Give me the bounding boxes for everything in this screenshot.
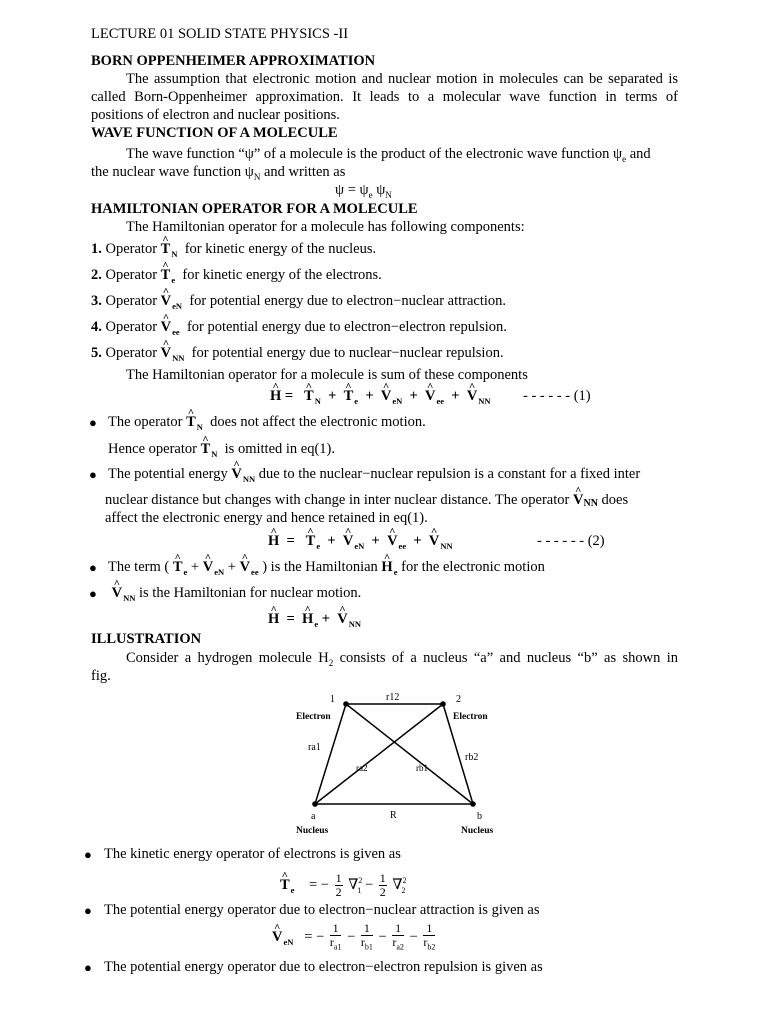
sub: eN (283, 937, 294, 947)
t-hat: ^ T (304, 387, 314, 405)
h-hat: ^ H (268, 610, 279, 628)
ham-item-3 (91, 292, 506, 315)
t-hat: ^ T (280, 868, 290, 902)
item-text: for potential energy due to electron−nuclear attraction. (189, 293, 507, 309)
wf-text1-end: and (626, 146, 651, 162)
h-hat: ^ H (302, 610, 313, 628)
wf-sub-n: N (253, 171, 261, 182)
bullet-icon: ● (89, 586, 97, 601)
section-title-hamiltonian: HAMILTONIAN OPERATOR FOR A MOLECULE (91, 201, 418, 217)
bullet-vnn-line1 (108, 465, 640, 488)
ill-sub-2: 2 (328, 657, 334, 668)
text: The term ( (108, 559, 170, 575)
ham-item-4 (91, 318, 507, 341)
sub: NN (583, 498, 598, 509)
item-text: for potential energy due to electron−electron repulsion. (186, 319, 507, 335)
label-nucleus-b: Nucleus (461, 826, 494, 836)
fraction: $\frac{1}{r_{a2}}$ (392, 920, 404, 952)
v-hat: ^ V (112, 584, 122, 602)
fraction: $\frac{1}{r_{a1}}$ (329, 920, 342, 952)
fraction: $\frac{1}{r_{b1}}$ (360, 920, 373, 952)
bullet-icon: ● (84, 960, 92, 975)
bullet-icon: ● (89, 560, 97, 575)
label-n2: 2 (456, 694, 461, 705)
ill-bullet-potential-ee: The potential energy operator due to electron−electron repulsion is given as (104, 959, 543, 975)
fraction: $\frac{1}{r_{b2}}$ (423, 920, 436, 952)
text: is omitted in eq(1). (224, 441, 335, 457)
label-nucleus-a: Nucleus (296, 826, 329, 836)
label-R: R (390, 810, 397, 821)
v-hat: ^ V (387, 532, 397, 550)
label-b: b (477, 811, 482, 822)
item-word: Operator (105, 293, 158, 309)
bullet-icon: ● (89, 467, 97, 482)
item-number: 2. (91, 267, 102, 283)
ill-text1: Consider a hydrogen molecule H (126, 650, 329, 666)
sub: e (354, 396, 359, 406)
item-number: 5. (91, 345, 102, 361)
bo-paragraph-line2: called Born-Oppenheimer approximation. It leads to a molecular wave function in terms of (91, 89, 678, 105)
v-hat: ^ V (231, 465, 241, 483)
ill-text1-end: consists of a nucleus “a” and nucleus “b” as shown in (333, 650, 679, 666)
h-hat: ^ H (381, 558, 392, 576)
section-title-wave-function: WAVE FUNCTION OF A MOLECULE (91, 125, 338, 141)
text: does not affect the electronic motion. (210, 414, 426, 430)
fraction: $\frac{1}{2}$ (335, 871, 342, 899)
operator-symbol: ^ T (161, 240, 171, 258)
bullet-tn-line1 (108, 413, 426, 436)
label-n1: 1 (330, 694, 335, 705)
bullet-vnn-line3: affect the electronic energy and hence retained in eq(1). (105, 510, 428, 526)
label-r12: r12 (386, 692, 400, 703)
label-electron-1: Electron (296, 712, 331, 722)
operator-subscript: N (171, 249, 178, 259)
label-rb1: rb1 (416, 763, 428, 773)
text: The operator (108, 414, 183, 430)
text: for the electronic motion (401, 559, 545, 575)
v-hat: ^ V (272, 920, 282, 954)
sub: NN (440, 541, 453, 551)
sub: NN (242, 474, 256, 484)
sub: eN (392, 396, 403, 406)
v-hat: ^ V (203, 558, 213, 576)
text: does (601, 492, 629, 508)
item-word: Operator (105, 345, 158, 361)
label-ra2: ra2 (356, 763, 368, 773)
ham-sum-text: The Hamiltonian operator for a molecule is sum of these components (126, 367, 528, 383)
v-hat: ^ V (467, 387, 477, 405)
wf-eq-sub-n: N (385, 189, 392, 200)
sub: NN (348, 619, 362, 629)
section-title-born-oppenheimer: BORN OPPENHEIMER APPROXIMATION (91, 53, 376, 69)
item-number: 4. (91, 319, 102, 335)
text: due to the nuclear−nuclear repulsion is a constant for a fixed inter (258, 466, 641, 482)
text: nuclear distance but changes with change in inter nuclear distance. The operator (105, 492, 570, 508)
t-hat: ^ T (344, 387, 354, 405)
ham-item-5 (91, 344, 504, 367)
text: is the Hamiltonian for nuclear motion. (139, 585, 362, 601)
section-title-illustration: ILLUSTRATION (91, 631, 202, 647)
bo-paragraph-line3: positions of electron and nuclear positions. (91, 107, 340, 123)
h-hat: ^ H (268, 532, 279, 550)
equation-kinetic: ^ $T_e$ = − $\frac{1}{2}$ ∇$^2_1$ − $\frac{1}{2}$ ∇$^2_2$ (280, 864, 406, 908)
sub: e (290, 884, 295, 895)
t-hat: ^ T (186, 413, 196, 431)
wf-eq-lhs: ψ = ψ (335, 182, 369, 198)
wf-eq-sub-e: e (368, 189, 373, 200)
item-number: 1. (91, 241, 102, 257)
sub: NN (478, 396, 491, 406)
sub: NN (123, 593, 136, 603)
bullet-icon: ● (84, 903, 92, 918)
bullet-tn-line2 (108, 440, 335, 463)
item-number: 3. (91, 293, 102, 309)
operator-symbol: ^ V (161, 344, 171, 362)
sub: N (314, 396, 321, 406)
sub: ee (436, 396, 445, 406)
wf-text1: The wave function “ψ” of a molecule is the product of the electronic wave function ψ (126, 146, 623, 162)
operator-subscript: ee (172, 327, 180, 337)
text: The potential energy (108, 466, 228, 482)
h-hat: ^ H (270, 387, 281, 405)
wf-eq-mid: ψ (372, 182, 386, 198)
v-hat: ^ V (429, 532, 439, 550)
sub: eN (214, 567, 225, 577)
sub: N (196, 422, 203, 432)
bullet-icon: ● (89, 415, 97, 430)
operator-symbol: ^ V (161, 318, 171, 336)
label-rb2: rb2 (465, 752, 479, 763)
wf-text2: the nuclear wave function ψ (91, 164, 254, 180)
wf-paragraph-line2 (91, 163, 345, 186)
item-text: for kinetic energy of the nucleus. (184, 241, 377, 257)
v-hat: ^ V (425, 387, 435, 405)
page-header: LECTURE 01 SOLID STATE PHYSICS -II (91, 26, 349, 42)
ham-item-1 (91, 240, 376, 263)
v-hat: ^ V (343, 532, 353, 550)
ham-item-2 (91, 266, 382, 289)
operator-subscript: eN (172, 301, 183, 311)
item-word: Operator (105, 319, 158, 335)
v-hat: ^ V (337, 610, 347, 628)
equation-3: ^ H = ^ $H_e$ + ^ $V_{NN}$ (268, 610, 361, 633)
item-word: Operator (105, 267, 158, 283)
label-ra1: ra1 (308, 742, 321, 753)
sub: ee (398, 541, 407, 551)
sub: e (314, 619, 319, 629)
t-hat: ^ T (306, 532, 316, 550)
t-hat: ^ T (173, 558, 183, 576)
equation-1: ^ H = ^ $T_N$ + ^ $T_e$ + ^ $V_{eN}$ + ^ $V_{ee}$ + ^ $V_{NN}$ (270, 387, 491, 410)
operator-symbol: ^ T (161, 266, 171, 284)
v-hat: ^ V (240, 558, 250, 576)
ill-paragraph-line1 (91, 649, 678, 672)
item-text: for potential energy due to nuclear−nuclear repulsion. (191, 345, 504, 361)
bullet-vnn-ham (108, 584, 361, 607)
text: Hence operator (108, 441, 197, 457)
sub: e (393, 567, 398, 577)
sub: N (211, 449, 218, 459)
wf-text2-end: and written as (260, 164, 346, 180)
equation-2: ^ H = ^ $T_e$ + ^ $V_{eN}$ + ^ $V_{ee}$ + ^ $V_{NN}$ (268, 532, 453, 555)
wf-sub-e: e (622, 153, 627, 164)
operator-subscript: e (171, 275, 176, 285)
operator-subscript: NN (172, 353, 185, 363)
bullet-icon: ● (84, 847, 92, 862)
bullet-term: The term ( ^ $T_e$ + ^ $V_{eN}$ + ^ $V_{ee}$ ) is the Hamiltonian ^ $H_e$ for the electronic motion (108, 558, 545, 581)
ill-bullet-potential-en: The potential energy operator due to electron−nuclear attraction is given as (104, 902, 540, 918)
ill-paragraph-line2: fig. (91, 668, 111, 684)
label-a: a (311, 811, 316, 822)
sub: e (183, 567, 188, 577)
item-word: Operator (105, 241, 158, 257)
t-hat: ^ T (201, 440, 211, 458)
text: ) is the Hamiltonian (262, 559, 378, 575)
fraction: $\frac{1}{2}$ (379, 871, 386, 899)
equation-1-label: - - - - - - (1) (523, 388, 591, 404)
sub: eN (354, 541, 365, 551)
ham-intro: The Hamiltonian operator for a molecule has following components: (126, 219, 525, 235)
item-text: for kinetic energy of the electrons. (182, 267, 382, 283)
sub: e (316, 541, 321, 551)
operator-symbol: ^ V (161, 292, 171, 310)
equation-potential-en: ^ $V_{eN}$ = − $\frac{1}{r_{a1}}$ − $\frac{1}{r_{b1}}$ − $\frac{1}{r_{a2}}$ − $\frac{1}{r_{b2}}$ (272, 920, 437, 959)
v-hat: ^ V (573, 491, 583, 509)
label-electron-2: Electron (453, 712, 488, 722)
equation-2-label: - - - - - - (2) (537, 533, 605, 549)
v-hat: ^ V (381, 387, 391, 405)
bo-paragraph-line1: The assumption that electronic motion and nuclear motion in molecules can be separated is (126, 71, 678, 87)
hydrogen-molecule-diagram (288, 690, 508, 840)
sub: ee (251, 567, 259, 577)
ill-bullet-kinetic: The kinetic energy operator of electrons is given as (104, 846, 401, 862)
